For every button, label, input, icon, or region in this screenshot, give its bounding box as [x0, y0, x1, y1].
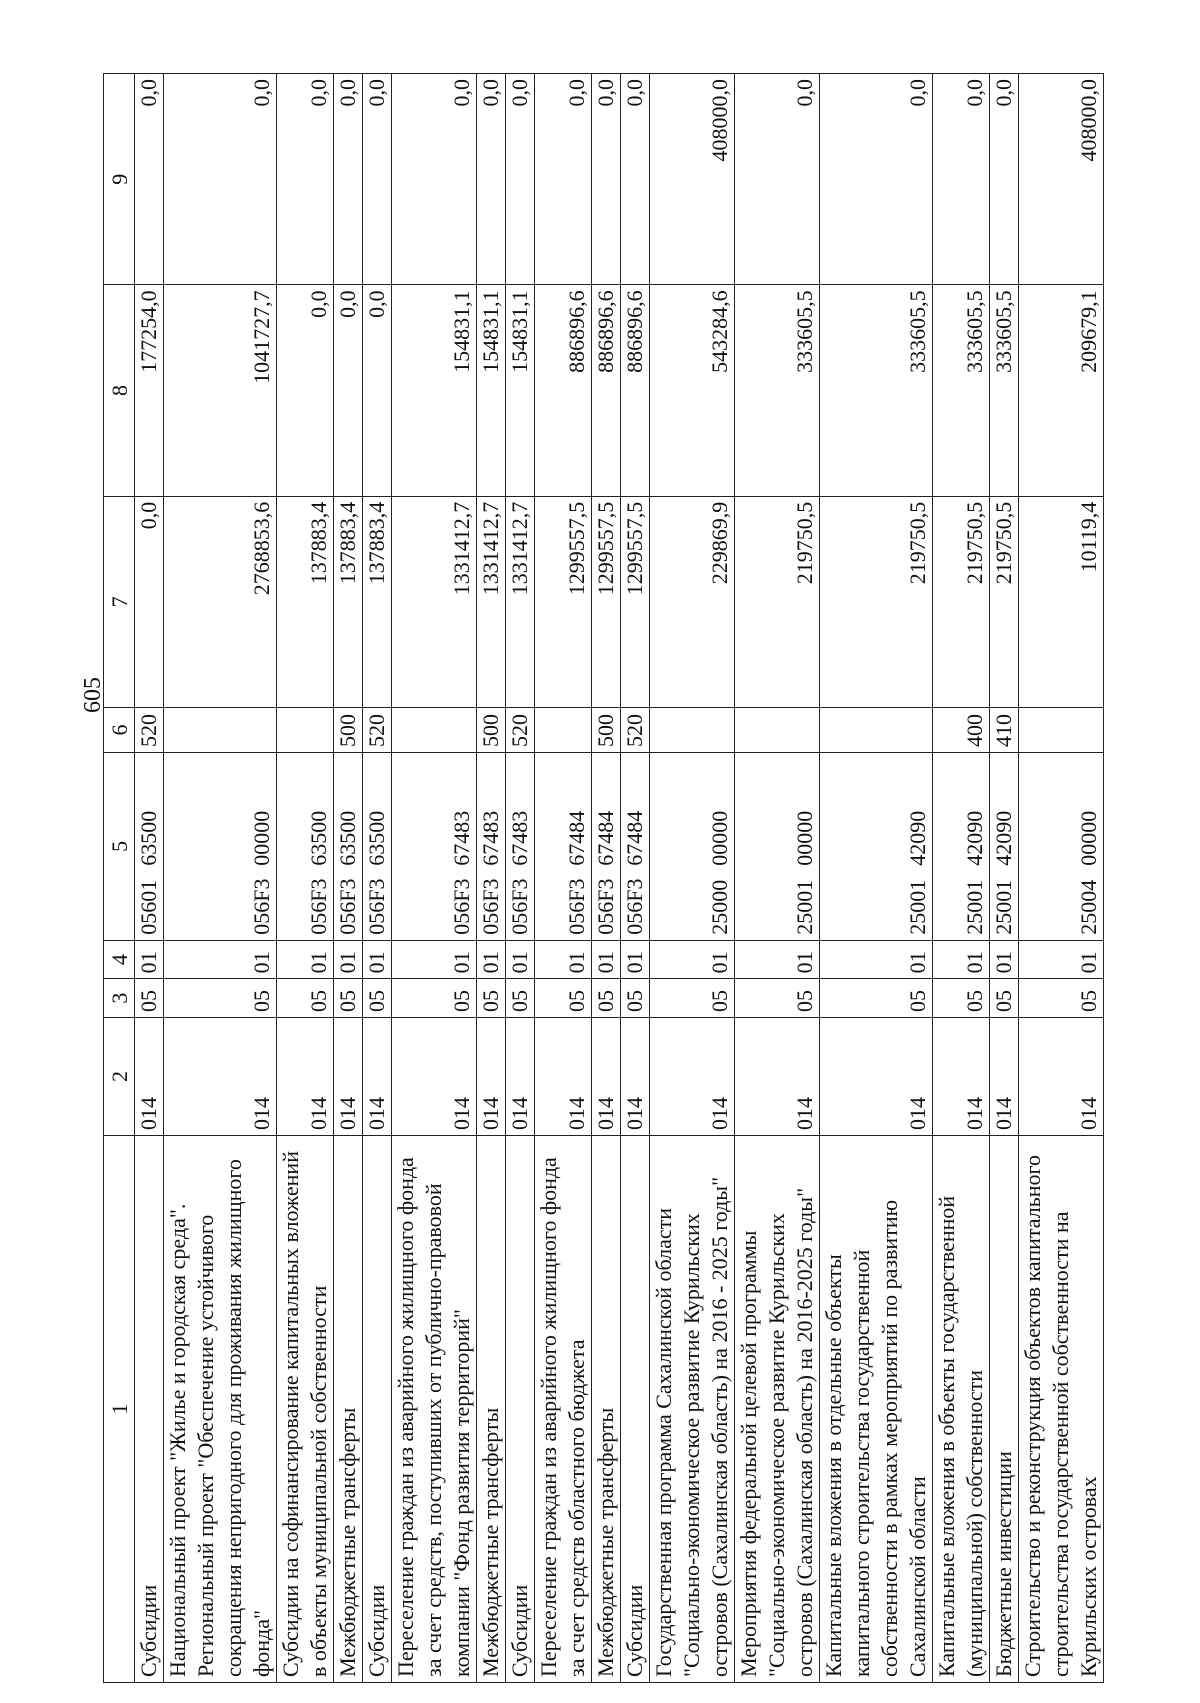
row-col2-cell: 014 — [735, 1017, 820, 1135]
row-col7-cell: 1299557,5 — [535, 496, 592, 707]
row-col8-cell: 886896,6 — [592, 285, 621, 496]
row-col9-cell: 0,0 — [933, 74, 990, 285]
row-name-cell: Субсидии — [363, 1135, 392, 1682]
row-name-cell: Межбюджетные трансферты — [592, 1135, 621, 1682]
row-col5-cell — [363, 753, 392, 941]
row-col9-cell: 408000,0 — [1019, 74, 1104, 285]
row-program-code: 056F3 — [306, 878, 331, 935]
row-col7-cell: 137883,4 — [363, 496, 392, 707]
row-name-cell: Национальный проект "Жилье и городская среда". Региональный проект "Обеспечение устойчивого сокращения непригодного для проживания жилищного фонда" — [164, 1135, 277, 1682]
row-col2-cell: 014 — [277, 1017, 334, 1135]
row-col9-cell: 0,0 — [277, 74, 334, 285]
row-col6-cell — [735, 708, 820, 753]
table-row — [933, 74, 990, 1683]
table-row — [1019, 74, 1104, 1683]
row-col8-cell: 333605,5 — [933, 285, 990, 496]
row-col8-cell: 1041727,7 — [164, 285, 277, 496]
col-header-2: 2 — [104, 1017, 135, 1135]
row-col8-cell: 0,0 — [363, 285, 392, 496]
row-col3-cell: 05 — [334, 979, 363, 1018]
col-header-8: 8 — [104, 285, 135, 496]
row-col7-cell: 0,0 — [135, 496, 164, 707]
row-col7-cell: 219750,5 — [990, 496, 1019, 707]
row-col5-cell — [820, 753, 933, 941]
row-direction-code: 63500 — [306, 810, 331, 866]
row-direction-code: 67483 — [449, 810, 474, 866]
row-col7-cell: 1299557,5 — [592, 496, 621, 707]
row-col4-cell: 01 — [535, 940, 592, 979]
row-col5-cell — [277, 753, 334, 941]
row-col9-cell: 0,0 — [334, 74, 363, 285]
table-row — [506, 74, 535, 1683]
row-col4-cell: 01 — [392, 940, 477, 979]
row-col5-cell — [650, 753, 735, 941]
row-direction-code: 67484 — [622, 810, 647, 866]
row-col9-cell: 0,0 — [735, 74, 820, 285]
row-col6-cell: 400 — [933, 708, 990, 753]
row-col6-cell — [1019, 708, 1104, 753]
row-col7-cell: 137883,4 — [334, 496, 363, 707]
table-row — [477, 74, 506, 1683]
row-direction-code: 67483 — [507, 810, 532, 866]
row-col7-cell: 2768853,6 — [164, 496, 277, 707]
row-col6-cell: 500 — [477, 708, 506, 753]
row-col8-cell: 154831,1 — [506, 285, 535, 496]
table-row — [164, 74, 277, 1683]
row-col5-cell — [990, 753, 1019, 941]
row-col9-cell: 408000,0 — [650, 74, 735, 285]
row-program-code: 05601 — [136, 879, 161, 935]
row-col8-cell: 0,0 — [277, 285, 334, 496]
row-col2-cell: 014 — [820, 1017, 933, 1135]
row-program-code: 056F3 — [478, 878, 503, 935]
row-col7-cell: 1299557,5 — [621, 496, 650, 707]
row-col5-cell — [477, 753, 506, 941]
row-program-code: 25001 — [792, 879, 817, 935]
table-row — [535, 74, 592, 1683]
row-col4-cell: 01 — [933, 940, 990, 979]
row-col7-cell: 219750,5 — [933, 496, 990, 707]
row-name-cell: Субсидии на софинансирование капитальных вложений в объекты муниципальной собственности — [277, 1135, 334, 1682]
row-col9-cell: 0,0 — [990, 74, 1019, 285]
row-col8-cell: 886896,6 — [535, 285, 592, 496]
col-header-4: 4 — [104, 940, 135, 979]
row-col2-cell: 014 — [933, 1017, 990, 1135]
row-direction-code: 67483 — [478, 810, 503, 866]
row-program-code: 25004 — [1076, 879, 1101, 935]
row-col8-cell: 333605,5 — [735, 285, 820, 496]
row-col4-cell: 01 — [592, 940, 621, 979]
row-col9-cell: 0,0 — [592, 74, 621, 285]
row-program-code: 25001 — [991, 879, 1016, 935]
page-number: 605 — [80, 677, 106, 713]
row-col6-cell — [820, 708, 933, 753]
col-header-1: 1 — [104, 1135, 135, 1682]
row-col4-cell: 01 — [363, 940, 392, 979]
row-col4-cell: 01 — [506, 940, 535, 979]
row-name-cell: Государственная программа Сахалинской области "Социально-экономическое развитие Курильских островов (Сахалинская область) на 2016 - 2025 годы" — [650, 1135, 735, 1682]
table-row — [392, 74, 477, 1683]
row-col6-cell: 520 — [363, 708, 392, 753]
row-col3-cell: 05 — [135, 979, 164, 1018]
row-direction-code: 00000 — [1076, 810, 1101, 866]
row-col4-cell: 01 — [135, 940, 164, 979]
table-row — [334, 74, 363, 1683]
row-col7-cell: 10119,4 — [1019, 496, 1104, 707]
row-name-cell: Межбюджетные трансферты — [334, 1135, 363, 1682]
row-program-code: 056F3 — [249, 878, 274, 935]
row-col6-cell: 410 — [990, 708, 1019, 753]
row-direction-code: 67484 — [564, 810, 589, 866]
row-col7-cell: 1331412,7 — [506, 496, 535, 707]
row-name-cell: Субсидии — [135, 1135, 164, 1682]
row-col3-cell: 05 — [592, 979, 621, 1018]
row-direction-code: 63500 — [136, 810, 161, 866]
row-col4-cell: 01 — [820, 940, 933, 979]
row-col2-cell: 014 — [592, 1017, 621, 1135]
row-col2-cell: 014 — [363, 1017, 392, 1135]
row-col3-cell: 05 — [477, 979, 506, 1018]
row-col8-cell: 154831,1 — [392, 285, 477, 496]
row-col4-cell: 01 — [650, 940, 735, 979]
row-col3-cell: 05 — [392, 979, 477, 1018]
row-col8-cell: 886896,6 — [621, 285, 650, 496]
row-col5-cell — [933, 753, 990, 941]
rotated-page — [0, 3, 1200, 1703]
row-col6-cell: 500 — [334, 708, 363, 753]
row-col5-cell — [334, 753, 363, 941]
row-program-code: 056F3 — [593, 878, 618, 935]
row-col2-cell: 014 — [506, 1017, 535, 1135]
table-row — [990, 74, 1019, 1683]
table-row — [363, 74, 392, 1683]
col-header-3: 3 — [104, 979, 135, 1018]
row-col9-cell: 0,0 — [164, 74, 277, 285]
row-col6-cell — [392, 708, 477, 753]
row-col7-cell: 219750,5 — [735, 496, 820, 707]
row-direction-code: 63500 — [364, 810, 389, 866]
row-col3-cell: 05 — [621, 979, 650, 1018]
row-col4-cell: 01 — [334, 940, 363, 979]
row-col6-cell — [535, 708, 592, 753]
row-col6-cell: 520 — [135, 708, 164, 753]
row-direction-code: 00000 — [249, 810, 274, 866]
row-col5-cell — [164, 753, 277, 941]
table-row — [277, 74, 334, 1683]
budget-table — [103, 73, 1104, 1683]
row-program-code: 25001 — [905, 879, 930, 935]
row-col4-cell: 01 — [621, 940, 650, 979]
row-col8-cell: 177254,0 — [135, 285, 164, 496]
row-col9-cell: 0,0 — [135, 74, 164, 285]
row-col4-cell: 01 — [164, 940, 277, 979]
row-direction-code: 00000 — [707, 810, 732, 866]
row-col4-cell: 01 — [990, 940, 1019, 979]
col-header-5: 5 — [104, 753, 135, 941]
row-col2-cell: 014 — [535, 1017, 592, 1135]
row-name-cell: Капитальные вложения в отдельные объекты капитального строительства государственной собственности в рамках мероприятий по развитию Сахалинской области — [820, 1135, 933, 1682]
row-program-code: 056F3 — [449, 878, 474, 935]
row-col3-cell: 05 — [506, 979, 535, 1018]
row-name-cell: Субсидии — [621, 1135, 650, 1682]
row-direction-code: 42090 — [991, 810, 1016, 866]
row-col2-cell: 014 — [650, 1017, 735, 1135]
row-program-code: 056F3 — [622, 878, 647, 935]
row-program-code: 056F3 — [564, 878, 589, 935]
row-direction-code: 42090 — [905, 810, 930, 866]
row-col9-cell: 0,0 — [506, 74, 535, 285]
row-col8-cell: 333605,5 — [820, 285, 933, 496]
table-row — [135, 74, 164, 1683]
row-col5-cell — [506, 753, 535, 941]
row-col5-cell — [1019, 753, 1104, 941]
row-name-cell: Мероприятия федеральной целевой программы "Социально-экономическое развитие Курильских островов (Сахалинская область) на 2016-2025 годы" — [735, 1135, 820, 1682]
row-col3-cell: 05 — [650, 979, 735, 1018]
row-col3-cell: 05 — [990, 979, 1019, 1018]
row-program-code: 25001 — [962, 879, 987, 935]
row-col9-cell: 0,0 — [363, 74, 392, 285]
row-col5-cell — [392, 753, 477, 941]
row-col5-cell — [535, 753, 592, 941]
row-col6-cell: 520 — [506, 708, 535, 753]
row-name-cell: Субсидии — [506, 1135, 535, 1682]
row-col6-cell: 500 — [592, 708, 621, 753]
row-col8-cell: 543284,6 — [650, 285, 735, 496]
row-col7-cell: 1331412,7 — [477, 496, 506, 707]
table-row — [650, 74, 735, 1683]
row-direction-code: 42090 — [962, 810, 987, 866]
row-col2-cell: 014 — [990, 1017, 1019, 1135]
row-col7-cell: 1331412,7 — [392, 496, 477, 707]
row-col2-cell: 014 — [1019, 1017, 1104, 1135]
row-col7-cell: 137883,4 — [277, 496, 334, 707]
row-col3-cell: 05 — [933, 979, 990, 1018]
row-col3-cell: 05 — [820, 979, 933, 1018]
table-body — [135, 74, 1104, 1683]
row-col3-cell: 05 — [1019, 979, 1104, 1018]
row-col5-cell — [621, 753, 650, 941]
row-name-cell: Межбюджетные трансферты — [477, 1135, 506, 1682]
col-header-7: 7 — [104, 496, 135, 707]
row-col9-cell: 0,0 — [535, 74, 592, 285]
row-col4-cell: 01 — [277, 940, 334, 979]
col-header-9: 9 — [104, 74, 135, 285]
row-name-cell: Переселение граждан из аварийного жилищного фонда за счет средств областного бюджета — [535, 1135, 592, 1682]
row-direction-code: 63500 — [335, 810, 360, 866]
row-program-code: 25000 — [707, 879, 732, 935]
row-col3-cell: 05 — [277, 979, 334, 1018]
table-row — [592, 74, 621, 1683]
row-col8-cell: 0,0 — [334, 285, 363, 496]
row-col3-cell: 05 — [535, 979, 592, 1018]
row-col6-cell — [164, 708, 277, 753]
row-col4-cell: 01 — [1019, 940, 1104, 979]
row-col5-cell — [135, 753, 164, 941]
table-row — [621, 74, 650, 1683]
row-col8-cell: 333605,5 — [990, 285, 1019, 496]
row-col2-cell: 014 — [477, 1017, 506, 1135]
row-col6-cell: 520 — [621, 708, 650, 753]
row-col2-cell: 014 — [334, 1017, 363, 1135]
row-col6-cell — [277, 708, 334, 753]
row-col2-cell: 014 — [392, 1017, 477, 1135]
row-col8-cell: 154831,1 — [477, 285, 506, 496]
row-col9-cell: 0,0 — [477, 74, 506, 285]
row-col6-cell — [650, 708, 735, 753]
row-program-code: 056F3 — [364, 878, 389, 935]
row-col5-cell — [592, 753, 621, 941]
table-row — [735, 74, 820, 1683]
row-col4-cell: 01 — [477, 940, 506, 979]
row-col3-cell: 05 — [164, 979, 277, 1018]
row-program-code: 056F3 — [335, 878, 360, 935]
row-col8-cell: 209679,1 — [1019, 285, 1104, 496]
row-col4-cell: 01 — [735, 940, 820, 979]
row-col7-cell: 229869,9 — [650, 496, 735, 707]
row-col3-cell: 05 — [735, 979, 820, 1018]
row-col2-cell: 014 — [621, 1017, 650, 1135]
row-col2-cell: 014 — [164, 1017, 277, 1135]
row-name-cell: Бюджетные инвестиции — [990, 1135, 1019, 1682]
row-col3-cell: 05 — [363, 979, 392, 1018]
row-col2-cell: 014 — [135, 1017, 164, 1135]
row-col9-cell: 0,0 — [621, 74, 650, 285]
row-direction-code: 67484 — [593, 810, 618, 866]
row-program-code: 056F3 — [507, 878, 532, 935]
table-row — [820, 74, 933, 1683]
row-name-cell: Строительство и реконструкция объектов капитального строительства государственной собственности на Курильских островах — [1019, 1135, 1104, 1682]
row-col9-cell: 0,0 — [820, 74, 933, 285]
row-col7-cell: 219750,5 — [820, 496, 933, 707]
row-col9-cell: 0,0 — [392, 74, 477, 285]
row-col5-cell — [735, 753, 820, 941]
col-header-6: 6 — [104, 708, 135, 753]
row-name-cell: Переселение граждан из аварийного жилищного фонда за счет средств, поступивших от публично-правовой компании "Фонд развития территорий" — [392, 1135, 477, 1682]
column-number-row — [104, 74, 135, 1683]
row-direction-code: 00000 — [792, 810, 817, 866]
row-name-cell: Капитальные вложения в объекты государственной (муниципальной) собственности — [933, 1135, 990, 1682]
